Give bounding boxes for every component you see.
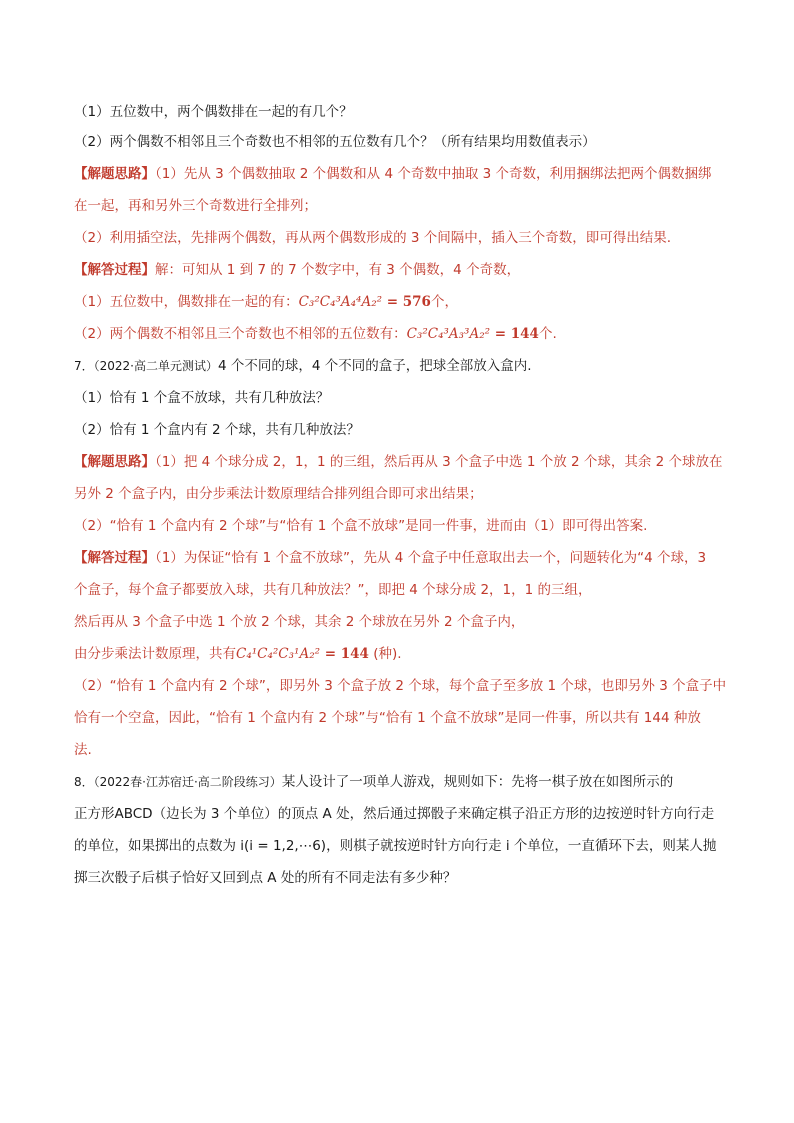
q7-part2: （2）恰有 1 个盒内有 2 个球，共有几种放法？: [74, 422, 360, 438]
q6-hint-line1: 【解题思路】（1）先从 3 个偶数抽取 2 个偶数和从 4 个奇数中抽取 3 个奇数，利用捆绑法把两个偶数捆绑: [74, 166, 712, 182]
q7-solution-line3: 然后再从 3 个盒子中选 1 个放 2 个球，其余 2 个球放在另外 2 个盒子内，: [74, 614, 525, 630]
question-source: 8．（2022春·江苏宿迁·高二阶段练习）: [74, 775, 282, 789]
q6-part1: （1）五位数中，两个偶数排在一起的有几个？: [74, 104, 353, 120]
q8-line4: 掷三次骰子后棋子恰好又回到点 A 处的所有不同走法有多少种？: [74, 870, 457, 886]
q7-hint-line3: （2）“恰有 1 个盒内有 2 个球”与“恰有 1 个盒不放球”是同一件事，进而由（1）即可得出答案.: [74, 518, 648, 534]
q6-solution-line2: （1）五位数中，偶数排在一起的有：C₃²C₄³A₄⁴A₂² = 576个，: [74, 294, 458, 310]
question-source: 7．（2022·高二单元测试）: [74, 359, 218, 373]
hint-tag: 【解题思路】: [74, 166, 155, 182]
q7-hint-line2: 另外 2 个盒子内，由分步乘法计数原理结合排列组合即可求出结果；: [74, 486, 483, 502]
q6-solution-line1: 【解答过程】解：可知从 1 到 7 的 7 个数字中，有 3 个偶数，4 个奇数，: [74, 262, 521, 278]
q7-solution-line2: 个盒子，每个盒子都要放入球，共有几种放法？”，即把 4 个球分成 2，1，1 的三组，: [74, 582, 592, 598]
formula: C₄¹C₄²C₃¹A₂²: [236, 646, 321, 662]
q8-line2: 正方形ABCD（边长为 3 个单位）的顶点 A 处，然后通过掷骰子来确定棋子沿正方形的边按逆时针方向行走: [74, 806, 715, 822]
q7-part1: （1）恰有 1 个盒不放球，共有几种放法？: [74, 390, 330, 406]
q6-hint-line2: 在一起，再和另外三个奇数进行全排列；: [74, 198, 317, 214]
question-7: 7．（2022·高二单元测试）4 个不同的球，4 个不同的盒子，把球全部放入盒内.: [74, 358, 532, 374]
formula: C₃²C₄³A₃³A₂²: [406, 326, 491, 342]
question-8: 8．（2022春·江苏宿迁·高二阶段练习）某人设计了一项单人游戏，规则如下：先将一棋子放在如图所示的: [74, 774, 674, 790]
q7-solution-line4: 由分步乘法计数原理，共有C₄¹C₄²C₃¹A₂² = 144 (种).: [74, 646, 402, 662]
q7-solution-line1: 【解答过程】（1）为保证“恰有 1 个盒不放球”，先从 4 个盒子中任意取出去一个，问题转化为“4 个球，3: [74, 550, 707, 566]
hint-tag: 【解题思路】: [74, 454, 155, 470]
q6-part2: （2）两个偶数不相邻且三个奇数也不相邻的五位数有几个？（所有结果均用数值表示）: [74, 134, 596, 150]
q8-line3: 的单位，如果掷出的点数为 i(i = 1,2,⋯6)，则棋子就按逆时针方向行走 i 个单位，一直循环下去，则某人抛: [74, 838, 717, 854]
q7-hint-line1: 【解题思路】（1）把 4 个球分成 2，1，1 的三组，然后再从 3 个盒子中选 1 个放 2 个球，其余 2 个球放在: [74, 454, 723, 470]
q7-solution-line6: 恰有一个空盒，因此，“恰有 1 个盒内有 2 个球”与“恰有 1 个盒不放球”是同一件事，所以共有 144 种放: [74, 710, 701, 726]
q6-solution-line3: （2）两个偶数不相邻且三个奇数也不相邻的五位数有：C₃²C₄³A₃³A₂² = 144个.: [74, 326, 557, 342]
q6-hint-line3: （2）利用插空法，先排两个偶数，再从两个偶数形成的 3 个间隔中，插入三个奇数，即可得出结果.: [74, 230, 672, 246]
formula: C₃²C₄³A₄⁴A₂²: [298, 294, 383, 310]
solution-tag: 【解答过程】: [74, 550, 155, 566]
solution-tag: 【解答过程】: [74, 262, 155, 278]
q7-solution-line5: （2）“恰有 1 个盒内有 2 个球”，即另外 3 个盒子放 2 个球，每个盒子至多放 1 个球，也即另外 3 个盒子中: [74, 678, 727, 694]
q7-solution-line7: 法.: [74, 742, 92, 758]
